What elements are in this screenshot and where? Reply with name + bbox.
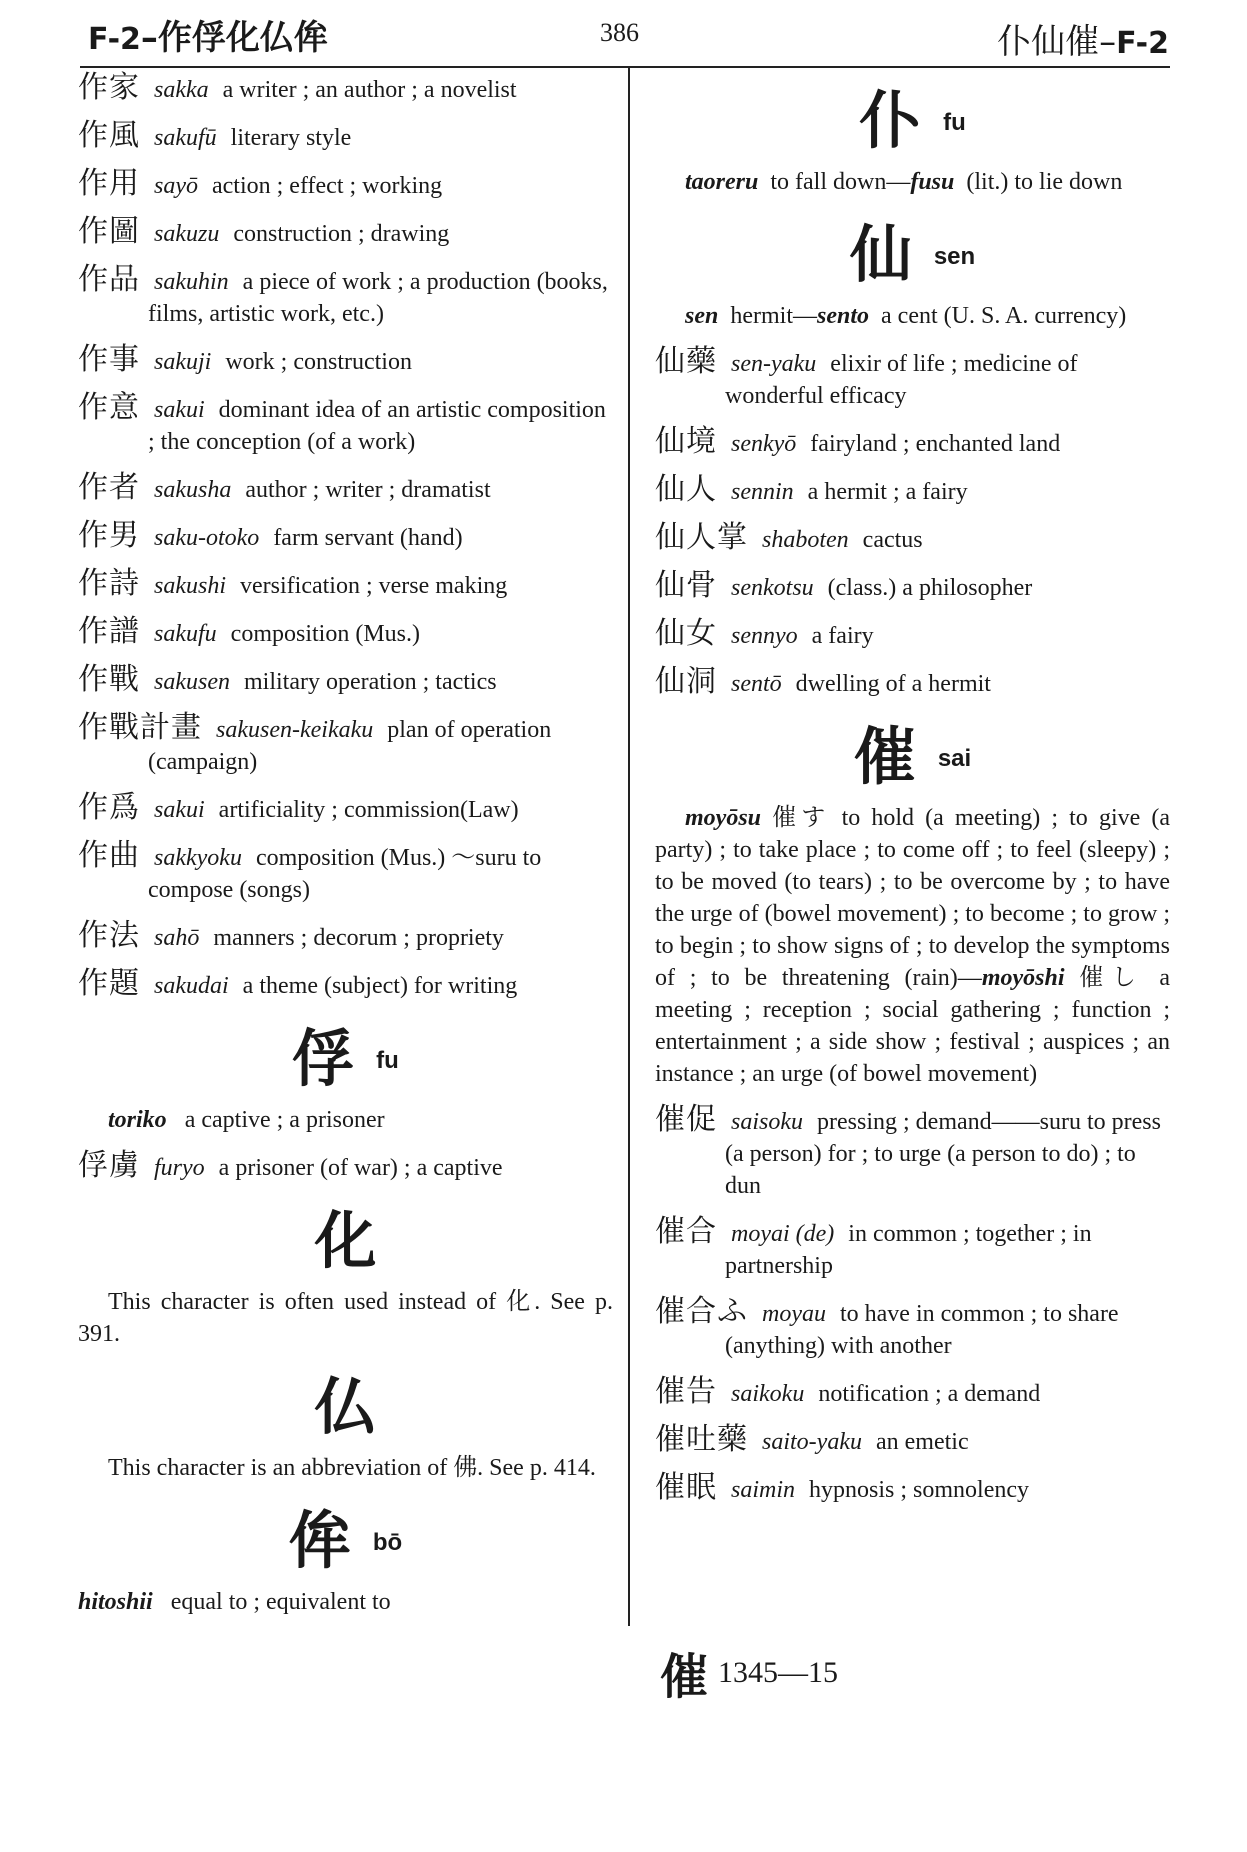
- dictionary-entry: [78, 168, 613, 202]
- entry-kanji: 作圖: [78, 214, 140, 249]
- headchar-fu-reading: fu: [376, 1047, 399, 1074]
- entry-romaji: saku-otoko: [154, 525, 260, 551]
- entry-kanji: 作事: [78, 342, 140, 377]
- dictionary-entry: [655, 666, 1170, 700]
- headchar-fu-right-char: 仆: [859, 84, 922, 157]
- header-left-code: F-2: [88, 22, 141, 57]
- sai-def-kanji2: 催し: [1079, 965, 1145, 991]
- entry-kanji: 作風: [78, 118, 140, 153]
- entry-romaji: saikoku: [731, 1381, 805, 1407]
- entry-romaji: furyo: [154, 1155, 205, 1181]
- entry-romaji: sakufū: [154, 125, 217, 151]
- header-rule: [80, 66, 1170, 68]
- entry-gloss: manners ; decorum ; propriety: [213, 925, 504, 951]
- dictionary-entry: [78, 616, 613, 650]
- entry-gloss: cactus: [862, 527, 923, 553]
- headchar-ka: [78, 1206, 613, 1276]
- headchar-fu-char: 俘: [292, 1022, 355, 1095]
- entry-romaji: saisoku: [731, 1109, 803, 1135]
- entry-gloss: versification ; verse making: [240, 573, 508, 599]
- headchar-sai-reading: sai: [937, 745, 972, 772]
- bo-definition: [78, 1586, 613, 1618]
- sai-definition: [655, 802, 1170, 1090]
- fu-right-romaji2: fusu: [910, 169, 955, 195]
- sai-def-gloss: to hold (a meeting) ; to give (a party) ; to take place ; to come off ; to feel (sleepy) ; to be moved (to tears) ; to be overcome by ; to have the urge of (bowel movement) ; to become ; to grow ; to begin ; to show signs of ; to develop the symptoms of ; to be threatening (rain)—: [655, 805, 1171, 991]
- dictionary-entry: [78, 264, 613, 330]
- butsu-note: This character is an abbreviation of 佛. See p. 414.: [108, 1455, 596, 1481]
- headchar-bo-reading: bō: [372, 1529, 403, 1556]
- entry-kanji: 作品: [78, 262, 140, 297]
- entry-gloss: plan of operation (campaign): [148, 717, 552, 775]
- entry-kanji: 催告: [655, 1374, 717, 1409]
- entry-kanji: 作意: [78, 390, 140, 425]
- entry-romaji: sennin: [731, 479, 794, 505]
- dictionary-entry: [78, 840, 613, 906]
- entry-romaji: sakuhin: [154, 269, 229, 295]
- right-column: [655, 72, 1170, 1520]
- entry-gloss: composition (Mus.) ～suru to compose (songs): [148, 845, 542, 903]
- entry-gloss: fairyland ; enchanted land: [810, 431, 1061, 457]
- entry-kanji: 仙人掌: [655, 520, 748, 555]
- entry-romaji: moyai (de): [731, 1221, 835, 1247]
- entry-gloss: pressing ; demand——suru to press (a person) for ; to urge (a person to do) ; to dun: [725, 1109, 1161, 1199]
- left-entries: [78, 72, 613, 1002]
- entry-romaji: moyau: [762, 1301, 826, 1327]
- headchar-butsu-char: 仏: [314, 1370, 377, 1443]
- entry-gloss: artificiality ; commission(Law): [218, 797, 519, 823]
- entry-romaji: sakka: [154, 77, 209, 103]
- dictionary-entry: [78, 344, 613, 378]
- entry-kanji: 作男: [78, 518, 140, 553]
- footer-code: 1345—15: [718, 1655, 839, 1689]
- dictionary-entry: [655, 1424, 1170, 1458]
- entry-kanji: 仙人: [655, 472, 717, 507]
- sai-def-romaji2: moyōshi: [981, 965, 1065, 991]
- sen-romaji1: sen: [685, 303, 719, 329]
- entry-kanji: 俘虜: [78, 1148, 140, 1183]
- fu-right-gloss1: to fall down—: [770, 169, 911, 195]
- entry-gloss: work ; construction: [225, 349, 412, 375]
- page-number: 386: [600, 18, 639, 47]
- headchar-fu: [78, 1024, 613, 1094]
- entry-kanji: 催吐藥: [655, 1422, 748, 1457]
- sen-gloss2: a cent (U. S. A. currency): [881, 303, 1127, 329]
- headchar-butsu: [78, 1372, 613, 1442]
- entry-romaji: sakufu: [154, 621, 217, 647]
- entry-kanji: 催促: [655, 1102, 717, 1137]
- header-dash: –: [1099, 22, 1117, 62]
- entry-kanji: 作譜: [78, 614, 140, 649]
- entry-gloss: a theme (subject) for writing: [242, 973, 518, 999]
- headchar-bo: [78, 1506, 613, 1576]
- entry-romaji: sakkyoku: [154, 845, 242, 871]
- entry-kanji: 仙藥: [655, 344, 717, 379]
- entry-kanji: 作戰計畫: [78, 710, 202, 745]
- entry-kanji: 作家: [78, 70, 140, 105]
- entry-kanji: 作題: [78, 966, 140, 1001]
- entry-romaji: sennyo: [731, 623, 798, 649]
- headchar-fu-right-reading: fu: [943, 109, 966, 136]
- page-header: [0, 0, 1247, 80]
- entry-gloss: a piece of work ; a production (books, films, artistic work, etc.): [148, 269, 608, 327]
- fu-def-romaji: toriko: [108, 1107, 167, 1133]
- header-left: [88, 10, 328, 59]
- dictionary-entry: [655, 426, 1170, 460]
- sai-def-romaji: moyōsu: [685, 805, 762, 831]
- entry-romaji: senkyō: [731, 431, 797, 457]
- dictionary-entry: [78, 792, 613, 826]
- entry-gloss: military operation ; tactics: [243, 669, 497, 695]
- dictionary-entry: [655, 474, 1170, 508]
- headchar-sen-reading: sen: [933, 243, 976, 270]
- header-left-chars: 作俘化仏侔: [157, 18, 328, 58]
- entry-romaji: sakusha: [154, 477, 232, 503]
- entry-kanji: 仙洞: [655, 664, 717, 699]
- entry-kanji: 催合ふ: [655, 1294, 748, 1329]
- headchar-sai-char: 催: [853, 720, 916, 793]
- dictionary-entry: [78, 968, 613, 1002]
- dictionary-entry: [78, 472, 613, 506]
- header-right-code: F-2: [1116, 26, 1169, 61]
- entry-gloss: action ; effect ; working: [212, 173, 443, 199]
- entry-romaji: sakudai: [154, 973, 229, 999]
- headchar-fu-right: [655, 86, 1170, 156]
- entry-romaji: sakuji: [154, 349, 212, 375]
- page-footer: [660, 1638, 838, 1707]
- sen-romaji2: sento: [817, 303, 870, 329]
- entry-kanji: 作者: [78, 470, 140, 505]
- left-column: [78, 72, 613, 1632]
- headchar-sen-char: 仙: [849, 218, 912, 291]
- entry-gloss: author ; writer ; dramatist: [245, 477, 491, 503]
- entry-kanji: 作曲: [78, 838, 140, 873]
- fu-right-definition: [655, 166, 1170, 198]
- entry-kanji: 仙境: [655, 424, 717, 459]
- entry-gloss: dominant idea of an artistic composition ; the conception (of a work): [148, 397, 606, 455]
- dictionary-entry: [78, 568, 613, 602]
- entry-gloss: literary style: [230, 125, 352, 151]
- entry-kanji: 作戰: [78, 662, 140, 697]
- dictionary-entry: [78, 120, 613, 154]
- fu-right-romaji1: taoreru: [685, 169, 759, 195]
- sen-definition: [655, 300, 1170, 332]
- dictionary-entry: [655, 1104, 1170, 1202]
- entry-kanji: 作爲: [78, 790, 140, 825]
- dictionary-entry: [78, 664, 613, 698]
- headchar-ka-char: 化: [314, 1204, 377, 1277]
- dictionary-entry: [655, 1296, 1170, 1362]
- entry-romaji: sahō: [154, 925, 200, 951]
- dictionary-entry: [655, 346, 1170, 412]
- entry-gloss: notification ; a demand: [818, 1381, 1041, 1407]
- entry-gloss: construction ; drawing: [233, 221, 450, 247]
- entry-romaji: sakusen-keikaku: [216, 717, 374, 743]
- headchar-sai: [655, 722, 1170, 792]
- fu-definition: [78, 1104, 613, 1136]
- column-divider: [628, 66, 630, 1626]
- entry-romaji: sen-yaku: [731, 351, 817, 377]
- entry-gloss: a hermit ; a fairy: [807, 479, 968, 505]
- entry-romaji: senkotsu: [731, 575, 814, 601]
- headchar-bo-char: 侔: [288, 1504, 351, 1577]
- fu-right-gloss2: (lit.) to lie down: [966, 169, 1123, 195]
- sai-def-kanji: 催す: [772, 805, 831, 831]
- entry-gloss: a prisoner (of war) ; a captive: [218, 1155, 503, 1181]
- sai-entries: [655, 1104, 1170, 1506]
- sen-entries: [655, 346, 1170, 700]
- entry-kanji: 催眠: [655, 1470, 717, 1505]
- dictionary-entry: [655, 1472, 1170, 1506]
- entry-kanji: 作詩: [78, 566, 140, 601]
- entry-gloss: in common ; together ; in partnership: [725, 1221, 1092, 1279]
- bo-def-romaji: hitoshii: [78, 1589, 153, 1615]
- dictionary-entry: [78, 392, 613, 458]
- entry-romaji: saito-yaku: [762, 1429, 862, 1455]
- ka-note: This character is often used instead of 化. See p. 391.: [78, 1289, 613, 1347]
- entry-kanji: 催合: [655, 1214, 717, 1249]
- entry-gloss: (class.) a philosopher: [827, 575, 1033, 601]
- dictionary-entry: [655, 1376, 1170, 1410]
- entry-gloss: farm servant (hand): [273, 525, 463, 551]
- entry-romaji: sakushi: [154, 573, 226, 599]
- entry-gloss: dwelling of a hermit: [795, 671, 991, 697]
- entry-gloss: composition (Mus.): [230, 621, 420, 647]
- entry-romaji: shaboten: [762, 527, 849, 553]
- entry-kanji: 仙骨: [655, 568, 717, 603]
- header-right-chars: 仆仙催: [997, 22, 1100, 62]
- entry-kanji: 仙女: [655, 616, 717, 651]
- headchar-sen: [655, 220, 1170, 290]
- entry-romaji: sentō: [731, 671, 782, 697]
- fu-def-gloss: a captive ; a prisoner: [184, 1107, 385, 1133]
- entry-romaji: saimin: [731, 1477, 796, 1503]
- dictionary-entry: [655, 570, 1170, 604]
- entry-romaji: sakui: [154, 797, 205, 823]
- sen-gloss1: hermit—: [730, 303, 817, 329]
- dictionary-entry: [78, 712, 613, 778]
- dictionary-entry: [655, 618, 1170, 652]
- dictionary-entry: [78, 72, 613, 106]
- dictionary-entry: [655, 522, 1170, 556]
- entry-gloss: to have in common ; to share (anything) with another: [725, 1301, 1119, 1359]
- entry-romaji: sayō: [154, 173, 198, 199]
- entry-gloss: a writer ; an author ; a novelist: [222, 77, 517, 103]
- header-dash: –: [140, 18, 158, 58]
- bo-def-gloss: equal to ; equivalent to: [170, 1589, 391, 1615]
- entry-kanji: 作用: [78, 166, 140, 201]
- entry-gloss: an emetic: [875, 1429, 969, 1455]
- dictionary-entry: [655, 1216, 1170, 1282]
- entry-gloss: a fairy: [811, 623, 874, 649]
- sai-def-gloss2: a meeting ; reception ; social gathering ; function ; entertainment ; a side show ; festival ; auspices ; an instance ; an urge (of bowel movement): [655, 965, 1171, 1087]
- footer-char: 催: [660, 1649, 709, 1705]
- entry-kanji: 作法: [78, 918, 140, 953]
- entry-romaji: sakusen: [154, 669, 230, 695]
- dictionary-entry: [78, 216, 613, 250]
- dictionary-entry: [78, 920, 613, 954]
- header-right: [997, 14, 1169, 63]
- dictionary-entry: [78, 520, 613, 554]
- entry-romaji: sakuzu: [154, 221, 220, 247]
- entry-gloss: hypnosis ; somnolency: [809, 1477, 1030, 1503]
- entry-romaji: sakui: [154, 397, 205, 423]
- dictionary-entry: [78, 1150, 613, 1184]
- entry-gloss: elixir of life ; medicine of wonderful efficacy: [725, 351, 1078, 409]
